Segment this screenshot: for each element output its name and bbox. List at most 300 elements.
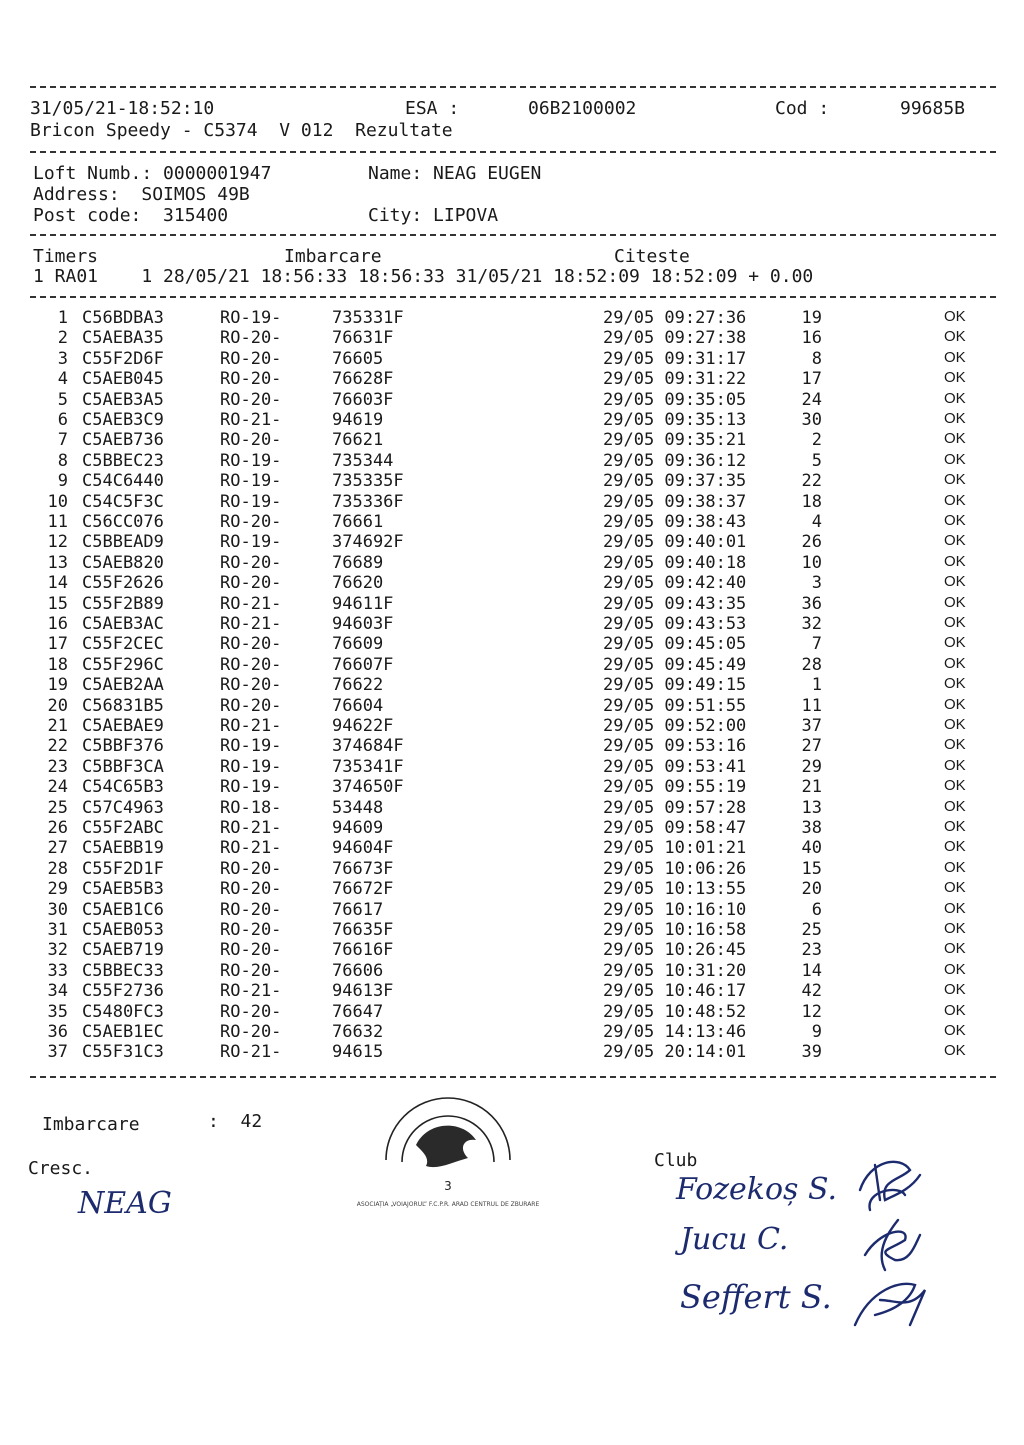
result-row bbox=[0, 369, 1024, 389]
position: 29 bbox=[801, 756, 822, 777]
owner-name: Name: NEAG EUGEN bbox=[368, 163, 542, 184]
ring-number: 374692F bbox=[332, 532, 404, 553]
result-row bbox=[0, 777, 1024, 797]
arrival-time: 29/05 14:13:46 bbox=[603, 1022, 747, 1042]
chip-code: C5AEB3AC bbox=[82, 614, 164, 634]
arrival-time: 29/05 09:55:19 bbox=[603, 777, 747, 798]
status-ok: OK bbox=[944, 308, 966, 325]
arrival-time: 29/05 10:46:17 bbox=[603, 981, 747, 1002]
position: 24 bbox=[801, 389, 822, 410]
ring-prefix: RO-20- bbox=[220, 328, 282, 349]
chip-code: C57C4963 bbox=[82, 797, 164, 818]
status-ok: OK bbox=[944, 450, 966, 468]
position: 5 bbox=[811, 450, 822, 471]
ring-prefix: RO-20- bbox=[220, 695, 282, 716]
row-index: 36 bbox=[47, 1022, 68, 1042]
status-ok: OK bbox=[944, 695, 966, 713]
row-index: 1 bbox=[57, 308, 68, 328]
status-ok: OK bbox=[944, 491, 966, 509]
row-index: 33 bbox=[47, 960, 68, 981]
arrival-time: 29/05 09:58:47 bbox=[603, 818, 747, 838]
row-index: 11 bbox=[47, 512, 68, 532]
chip-code: C56CC076 bbox=[82, 512, 164, 532]
separator-results bbox=[30, 1076, 996, 1078]
row-index: 29 bbox=[47, 879, 68, 900]
status-ok: OK bbox=[944, 614, 966, 631]
position: 1 bbox=[811, 675, 822, 696]
row-index: 26 bbox=[47, 818, 68, 838]
result-row bbox=[0, 1022, 1024, 1042]
cresc-label: Cresc. bbox=[28, 1158, 94, 1179]
row-index: 28 bbox=[47, 858, 68, 879]
arrival-time: 29/05 10:31:20 bbox=[603, 960, 747, 981]
result-row bbox=[0, 838, 1024, 858]
result-row bbox=[0, 818, 1024, 838]
position: 10 bbox=[801, 552, 822, 573]
chip-code: C55F2626 bbox=[82, 573, 164, 594]
ring-prefix: RO-20- bbox=[220, 573, 282, 594]
arrival-time: 29/05 09:27:38 bbox=[603, 328, 747, 349]
chip-code: C5AEB2AA bbox=[82, 675, 164, 696]
status-ok: OK bbox=[944, 430, 966, 448]
status-ok: OK bbox=[944, 838, 966, 856]
result-row bbox=[0, 308, 1024, 328]
position: 22 bbox=[801, 471, 822, 492]
ring-prefix: RO-21- bbox=[220, 410, 282, 430]
club-signature-1: Fozekoș S. bbox=[676, 1172, 837, 1207]
ring-prefix: RO-20- bbox=[220, 899, 282, 920]
initials-scribble-1 bbox=[860, 1162, 920, 1200]
status-ok: OK bbox=[944, 389, 966, 407]
arrival-time: 29/05 09:40:01 bbox=[603, 532, 747, 553]
position: 20 bbox=[801, 879, 822, 900]
result-row bbox=[0, 410, 1024, 430]
result-row bbox=[0, 614, 1024, 634]
ring-number: 76605 bbox=[332, 348, 384, 369]
arrival-time: 29/05 09:36:12 bbox=[603, 450, 747, 471]
club-signature-3: Seffert S. bbox=[680, 1278, 832, 1316]
footer-imbarcare-label: Imbarcare bbox=[42, 1114, 140, 1135]
initials-scribble-2 bbox=[865, 1232, 920, 1261]
arrival-time: 29/05 09:35:21 bbox=[603, 430, 747, 451]
arrival-time: 29/05 09:31:22 bbox=[603, 369, 747, 390]
result-row bbox=[0, 328, 1024, 348]
chip-code: C5AEB5B3 bbox=[82, 879, 164, 900]
chip-code: C5480FC3 bbox=[82, 1001, 164, 1022]
ring-prefix: RO-21- bbox=[220, 614, 282, 634]
result-row bbox=[0, 736, 1024, 756]
chip-code: C55F2CEC bbox=[82, 634, 164, 655]
status-ok: OK bbox=[944, 940, 966, 958]
result-row bbox=[0, 1002, 1024, 1022]
result-row bbox=[0, 798, 1024, 818]
ring-number: 374650F bbox=[332, 777, 404, 798]
stamp-number: 3 bbox=[444, 1179, 452, 1193]
initials-scribble-1b bbox=[870, 1165, 905, 1210]
ring-prefix: RO-21- bbox=[220, 981, 282, 1002]
esa-value: 06B2100002 bbox=[528, 98, 637, 119]
ring-number: 94622F bbox=[332, 716, 394, 736]
chip-code: C5BBF376 bbox=[82, 736, 164, 757]
result-row bbox=[0, 879, 1024, 899]
ring-number: 76635F bbox=[332, 920, 394, 940]
position: 9 bbox=[811, 1022, 822, 1042]
status-ok: OK bbox=[944, 960, 966, 978]
ring-number: 76689 bbox=[332, 552, 384, 573]
result-row bbox=[0, 859, 1024, 879]
initials-signatures bbox=[840, 1150, 940, 1340]
ring-prefix: RO-20- bbox=[220, 512, 282, 532]
row-index: 34 bbox=[47, 981, 68, 1002]
position: 21 bbox=[801, 777, 822, 798]
ring-number: 76609 bbox=[332, 634, 384, 655]
row-index: 25 bbox=[47, 797, 68, 818]
status-ok: OK bbox=[944, 736, 966, 754]
timers-label: Timers bbox=[33, 246, 99, 267]
position: 18 bbox=[801, 491, 822, 512]
status-ok: OK bbox=[944, 552, 966, 570]
chip-code: C5AEB719 bbox=[82, 940, 164, 961]
result-row bbox=[0, 492, 1024, 512]
result-row bbox=[0, 920, 1024, 940]
position: 6 bbox=[811, 899, 822, 920]
ring-number: 76631F bbox=[332, 328, 394, 349]
result-row bbox=[0, 655, 1024, 675]
ring-number: 76628F bbox=[332, 369, 394, 390]
status-ok: OK bbox=[944, 328, 966, 346]
arrival-time: 29/05 09:49:15 bbox=[603, 675, 747, 696]
ring-prefix: RO-20- bbox=[220, 654, 282, 675]
chip-code: C5AEB736 bbox=[82, 430, 164, 451]
ring-number: 76604 bbox=[332, 695, 384, 716]
ring-prefix: RO-19- bbox=[220, 777, 282, 798]
ring-prefix: RO-20- bbox=[220, 634, 282, 655]
status-ok: OK bbox=[944, 532, 966, 550]
arrival-time: 29/05 10:01:21 bbox=[603, 838, 747, 859]
ring-prefix: RO-20- bbox=[220, 1022, 282, 1042]
row-index: 37 bbox=[47, 1042, 68, 1063]
chip-code: C5AEBA35 bbox=[82, 328, 164, 349]
device-line: Bricon Speedy - C5374 V 012 Rezultate bbox=[30, 120, 453, 141]
imbarcare-label: Imbarcare bbox=[284, 246, 382, 267]
ring-prefix: RO-20- bbox=[220, 552, 282, 573]
row-index: 7 bbox=[57, 430, 68, 451]
arrival-time: 29/05 09:35:05 bbox=[603, 389, 747, 410]
ring-number: 53448 bbox=[332, 797, 384, 818]
ring-number: 76620 bbox=[332, 573, 384, 594]
row-index: 2 bbox=[57, 328, 68, 349]
result-row bbox=[0, 430, 1024, 450]
result-row bbox=[0, 471, 1024, 491]
status-ok: OK bbox=[944, 920, 966, 937]
result-row bbox=[0, 900, 1024, 920]
result-row bbox=[0, 696, 1024, 716]
chip-code: C56831B5 bbox=[82, 695, 164, 716]
status-ok: OK bbox=[944, 818, 966, 835]
result-row bbox=[0, 390, 1024, 410]
arrival-time: 29/05 09:38:43 bbox=[603, 512, 747, 532]
chip-code: C55F31C3 bbox=[82, 1042, 164, 1063]
chip-code: C5BBF3CA bbox=[82, 756, 164, 777]
status-ok: OK bbox=[944, 634, 966, 652]
ring-number: 76673F bbox=[332, 858, 394, 879]
result-row bbox=[0, 716, 1024, 736]
arrival-time: 29/05 09:45:49 bbox=[603, 654, 747, 675]
arrival-time: 29/05 09:57:28 bbox=[603, 797, 747, 818]
ring-prefix: RO-21- bbox=[220, 1042, 282, 1063]
status-ok: OK bbox=[944, 1022, 966, 1039]
ring-prefix: RO-20- bbox=[220, 369, 282, 390]
separator-loft bbox=[30, 234, 996, 236]
address: Address: SOIMOS 49B bbox=[33, 184, 250, 205]
arrival-time: 29/05 10:06:26 bbox=[603, 858, 747, 879]
ring-prefix: RO-20- bbox=[220, 940, 282, 961]
ring-number: 94604F bbox=[332, 838, 394, 859]
chip-code: C55F2B89 bbox=[82, 593, 164, 614]
chip-code: C55F2ABC bbox=[82, 818, 164, 838]
result-row bbox=[0, 594, 1024, 614]
ring-number: 76606 bbox=[332, 960, 384, 981]
status-ok: OK bbox=[944, 797, 966, 815]
ring-number: 735341F bbox=[332, 756, 404, 777]
row-index: 35 bbox=[47, 1001, 68, 1022]
position: 7 bbox=[811, 634, 822, 655]
ring-number: 94611F bbox=[332, 593, 394, 614]
status-ok: OK bbox=[944, 858, 966, 876]
chip-code: C5AEB3A5 bbox=[82, 389, 164, 410]
chip-code: C54C65B3 bbox=[82, 777, 164, 798]
row-index: 20 bbox=[47, 695, 68, 716]
chip-code: C5AEB045 bbox=[82, 369, 164, 390]
status-ok: OK bbox=[944, 1042, 966, 1060]
club-stamp bbox=[356, 1090, 540, 1210]
position: 26 bbox=[801, 532, 822, 553]
result-row bbox=[0, 532, 1024, 552]
position: 16 bbox=[801, 328, 822, 349]
ring-prefix: RO-20- bbox=[220, 879, 282, 900]
position: 39 bbox=[801, 1042, 822, 1063]
ring-prefix: RO-19- bbox=[220, 532, 282, 553]
status-ok: OK bbox=[944, 981, 966, 999]
ring-prefix: RO-21- bbox=[220, 716, 282, 736]
ring-prefix: RO-20- bbox=[220, 348, 282, 369]
arrival-time: 29/05 09:42:40 bbox=[603, 573, 747, 594]
arrival-time: 29/05 09:43:35 bbox=[603, 593, 747, 614]
result-row bbox=[0, 451, 1024, 471]
post-code: Post code: 315400 bbox=[33, 205, 229, 226]
arrival-time: 29/05 09:53:16 bbox=[603, 736, 747, 757]
arrival-time: 29/05 09:38:37 bbox=[603, 491, 747, 512]
arrival-time: 29/05 09:52:00 bbox=[603, 716, 747, 736]
status-ok: OK bbox=[944, 899, 966, 917]
timer-line: 1 RA01 1 28/05/21 18:56:33 18:56:33 31/05/21 18:52:09 18:52:09 + 0.00 bbox=[33, 266, 814, 287]
arrival-time: 29/05 10:16:58 bbox=[603, 920, 747, 940]
position: 19 bbox=[801, 308, 822, 328]
result-row bbox=[0, 940, 1024, 960]
arrival-time: 29/05 09:37:35 bbox=[603, 471, 747, 492]
ring-number: 76672F bbox=[332, 879, 394, 900]
chip-code: C55F296C bbox=[82, 654, 164, 675]
status-ok: OK bbox=[944, 512, 966, 529]
chip-code: C5AEB1C6 bbox=[82, 899, 164, 920]
row-index: 19 bbox=[47, 675, 68, 696]
row-index: 14 bbox=[47, 573, 68, 594]
result-row bbox=[0, 634, 1024, 654]
report-datetime: 31/05/21-18:52:10 bbox=[30, 98, 215, 119]
row-index: 18 bbox=[47, 654, 68, 675]
result-row bbox=[0, 675, 1024, 695]
initials-scribble-3 bbox=[855, 1284, 925, 1325]
ring-number: 374684F bbox=[332, 736, 404, 757]
ring-prefix: RO-19- bbox=[220, 450, 282, 471]
row-index: 30 bbox=[47, 899, 68, 920]
chip-code: C5AEB053 bbox=[82, 920, 164, 940]
separator-header bbox=[30, 151, 996, 153]
loft-number: Loft Numb.: 0000001947 bbox=[33, 163, 272, 184]
row-index: 12 bbox=[47, 532, 68, 553]
position: 28 bbox=[801, 654, 822, 675]
ring-prefix: RO-19- bbox=[220, 491, 282, 512]
row-index: 17 bbox=[47, 634, 68, 655]
city: City: LIPOVA bbox=[368, 205, 499, 226]
ring-number: 94615 bbox=[332, 1042, 384, 1063]
esa-label: ESA : bbox=[405, 98, 460, 119]
chip-code: C5BBEC33 bbox=[82, 960, 164, 981]
ring-number: 735336F bbox=[332, 491, 404, 512]
ring-number: 735335F bbox=[332, 471, 404, 492]
position: 12 bbox=[801, 1001, 822, 1022]
arrival-time: 29/05 09:31:17 bbox=[603, 348, 747, 369]
row-index: 8 bbox=[57, 450, 68, 471]
row-index: 5 bbox=[57, 389, 68, 410]
row-index: 21 bbox=[47, 716, 68, 736]
ring-prefix: RO-21- bbox=[220, 593, 282, 614]
position: 2 bbox=[811, 430, 822, 451]
position: 11 bbox=[801, 695, 822, 716]
ring-number: 735344 bbox=[332, 450, 394, 471]
ring-prefix: RO-20- bbox=[220, 430, 282, 451]
chip-code: C56BDBA3 bbox=[82, 308, 164, 328]
arrival-time: 29/05 09:40:18 bbox=[603, 552, 747, 573]
ring-prefix: RO-20- bbox=[220, 675, 282, 696]
status-ok: OK bbox=[944, 716, 966, 733]
row-index: 22 bbox=[47, 736, 68, 757]
ring-prefix: RO-21- bbox=[220, 818, 282, 838]
arrival-time: 29/05 09:27:36 bbox=[603, 308, 747, 328]
ring-number: 94619 bbox=[332, 410, 384, 430]
position: 17 bbox=[801, 369, 822, 390]
chip-code: C5AEBB19 bbox=[82, 838, 164, 859]
ring-prefix: RO-19- bbox=[220, 308, 282, 328]
arrival-time: 29/05 10:16:10 bbox=[603, 899, 747, 920]
result-row bbox=[0, 573, 1024, 593]
row-index: 4 bbox=[57, 369, 68, 390]
position: 36 bbox=[801, 593, 822, 614]
row-index: 10 bbox=[47, 491, 68, 512]
chip-code: C54C6440 bbox=[82, 471, 164, 492]
chip-code: C5AEB1EC bbox=[82, 1022, 164, 1042]
ring-number: 94609 bbox=[332, 818, 384, 838]
ring-number: 76607F bbox=[332, 654, 394, 675]
chip-code: C5BBEAD9 bbox=[82, 532, 164, 553]
chip-code: C55F2D6F bbox=[82, 348, 164, 369]
ring-prefix: RO-19- bbox=[220, 756, 282, 777]
ring-number: 94613F bbox=[332, 981, 394, 1002]
arrival-time: 29/05 09:53:41 bbox=[603, 756, 747, 777]
arrival-time: 29/05 09:43:53 bbox=[603, 614, 747, 634]
arrival-time: 29/05 20:14:01 bbox=[603, 1042, 747, 1063]
position: 3 bbox=[811, 573, 822, 594]
result-row bbox=[0, 349, 1024, 369]
ring-prefix: RO-20- bbox=[220, 920, 282, 940]
position: 4 bbox=[811, 512, 822, 532]
ring-prefix: RO-20- bbox=[220, 960, 282, 981]
status-ok: OK bbox=[944, 879, 966, 897]
position: 32 bbox=[801, 614, 822, 634]
position: 8 bbox=[811, 348, 822, 369]
arrival-time: 29/05 10:48:52 bbox=[603, 1001, 747, 1022]
footer-imbarcare-value: : 42 bbox=[208, 1111, 263, 1132]
position: 14 bbox=[801, 960, 822, 981]
status-ok: OK bbox=[944, 573, 966, 591]
chip-code: C54C5F3C bbox=[82, 491, 164, 512]
result-row bbox=[0, 981, 1024, 1001]
ring-number: 76616F bbox=[332, 940, 394, 961]
status-ok: OK bbox=[944, 471, 966, 489]
ring-number: 76603F bbox=[332, 389, 394, 410]
position: 37 bbox=[801, 716, 822, 736]
position: 15 bbox=[801, 858, 822, 879]
row-index: 23 bbox=[47, 756, 68, 777]
status-ok: OK bbox=[944, 369, 966, 387]
club-label: Club bbox=[654, 1150, 698, 1171]
ring-number: 735331F bbox=[332, 308, 404, 328]
row-index: 9 bbox=[57, 471, 68, 492]
position: 23 bbox=[801, 940, 822, 961]
position: 40 bbox=[801, 838, 822, 859]
position: 38 bbox=[801, 818, 822, 838]
row-index: 16 bbox=[47, 614, 68, 634]
position: 42 bbox=[801, 981, 822, 1002]
ring-prefix: RO-19- bbox=[220, 736, 282, 757]
ring-prefix: RO-21- bbox=[220, 838, 282, 859]
ring-number: 76647 bbox=[332, 1001, 384, 1022]
ring-prefix: RO-20- bbox=[220, 1001, 282, 1022]
status-ok: OK bbox=[944, 1001, 966, 1019]
row-index: 15 bbox=[47, 593, 68, 614]
citeste-label: Citeste bbox=[614, 246, 690, 267]
position: 25 bbox=[801, 920, 822, 940]
arrival-time: 29/05 09:45:05 bbox=[603, 634, 747, 655]
chip-code: C5AEB820 bbox=[82, 552, 164, 573]
ring-number: 76621 bbox=[332, 430, 384, 451]
ring-number: 94603F bbox=[332, 614, 394, 634]
row-index: 24 bbox=[47, 777, 68, 798]
stamp-text: ASOCIAȚIA „VOIAJORUL” F.C.P.R. ARAD CENTRUL DE ZBURARE bbox=[356, 1201, 540, 1208]
result-row bbox=[0, 757, 1024, 777]
chip-code: C5AEB3C9 bbox=[82, 410, 164, 430]
status-ok: OK bbox=[944, 654, 966, 672]
row-index: 3 bbox=[57, 348, 68, 369]
status-ok: OK bbox=[944, 348, 966, 366]
status-ok: OK bbox=[944, 756, 966, 774]
row-index: 6 bbox=[57, 410, 68, 430]
arrival-time: 29/05 09:51:55 bbox=[603, 695, 747, 716]
ring-number: 76661 bbox=[332, 512, 384, 532]
ring-prefix: RO-20- bbox=[220, 858, 282, 879]
status-ok: OK bbox=[944, 777, 966, 795]
status-ok: OK bbox=[944, 410, 966, 427]
